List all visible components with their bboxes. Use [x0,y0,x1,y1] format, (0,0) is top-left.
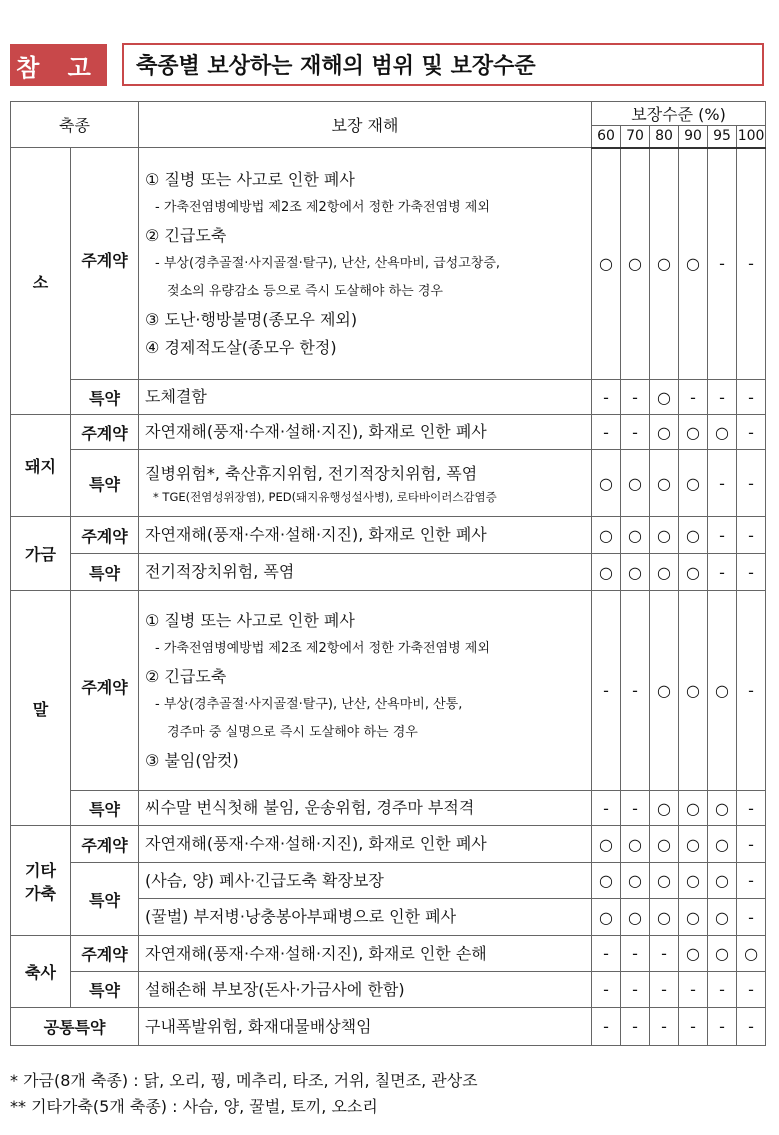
coverage-cell: 자연재해(풍재·수재·설해·지진), 화재로 인한 폐사 [139,517,592,554]
type-main: 주계약 [71,517,139,554]
level-mark: ○ [592,863,621,899]
coverage-line: 경주마 중 실명으로 즉시 도살해야 하는 경우 [167,724,418,740]
level-mark: - [679,972,708,1008]
coverage-cell: 자연재해(풍재·수재·설해·지진), 화재로 인한 폐사 [139,826,592,863]
type-main: 주계약 [71,936,139,972]
level-mark: - [737,415,766,450]
coverage-line: 질병위험*, 축산휴지위험, 전기적장치위험, 폭염 [145,464,478,483]
level-mark: ○ [708,899,737,936]
level-mark: ○ [621,826,650,863]
coverage-cell: 도체결함 [139,380,592,415]
level-mark: ○ [650,148,679,380]
level-mark: - [737,148,766,380]
level-mark: ○ [592,554,621,591]
level-mark: ○ [679,826,708,863]
level-mark: - [621,591,650,791]
level-100: 100 [737,126,766,148]
page-title: 축종별 보상하는 재해의 범위 및 보장수준 [122,43,764,86]
level-mark: - [737,972,766,1008]
coverage-cell [139,591,592,791]
level-mark: - [737,554,766,591]
table-row [11,972,766,1008]
level-mark: - [621,936,650,972]
table-row [11,450,766,517]
coverage-line: ③ 불임(암컷) [145,750,239,770]
level-mark: ○ [679,863,708,899]
coverage-note: * TGE(전염성위장염), PED(돼지유행성설사병), 로타바이러스감염증 [153,490,497,504]
type-main: 주계약 [71,415,139,450]
footnote-poultry: * 가금(8개 축종) : 닭, 오리, 꿩, 메추리, 타조, 거위, 칠면조, 관상조 [10,1071,478,1090]
coverage-cell: 씨수말 번식첫해 불임, 운송위험, 경주마 부적격 [139,791,592,826]
level-mark: ○ [592,899,621,936]
level-mark: ○ [592,826,621,863]
table-row [11,1008,766,1046]
level-mark: - [650,936,679,972]
common-special-label: 공통특약 [11,1008,139,1046]
level-mark: - [737,791,766,826]
type-main: 주계약 [71,591,139,791]
level-mark: - [592,1008,621,1046]
level-mark: ○ [708,415,737,450]
coverage-line: ① 질병 또는 사고로 인한 폐사 [145,610,355,630]
livestock-cow: 소 [11,148,71,415]
coverage-line: - 부상(경추골절·사지골절·탈구), 난산, 산욕마비, 산통, [155,696,463,712]
level-mark: - [621,791,650,826]
level-mark: ○ [621,899,650,936]
level-mark: ○ [679,591,708,791]
coverage-cell: 자연재해(풍재·수재·설해·지진), 화재로 인한 손해 [139,936,592,972]
coverage-cell [139,148,592,380]
level-mark: - [621,1008,650,1046]
level-mark: ○ [621,450,650,517]
coverage-cell: 자연재해(풍재·수재·설해·지진), 화재로 인한 폐사 [139,415,592,450]
livestock-barn: 축사 [11,936,71,1008]
level-mark: ○ [708,936,737,972]
coverage-line: ② 긴급도축 [145,666,227,686]
coverage-line: ④ 경제적도살(종모우 한정) [145,337,337,357]
coverage-line: 젖소의 유량감소 등으로 즉시 도살해야 하는 경우 [167,283,443,299]
level-mark: - [679,1008,708,1046]
level-mark: ○ [708,791,737,826]
table-row [11,554,766,591]
level-mark: - [737,450,766,517]
type-main: 주계약 [71,826,139,863]
level-mark: - [737,1008,766,1046]
coverage-table [10,101,766,1046]
table-row [11,148,766,380]
level-mark: ○ [650,450,679,517]
level-mark: - [592,591,621,791]
table-row [11,863,766,899]
level-mark: ○ [679,936,708,972]
coverage-line: - 가축전염병예방법 제2조 제2항에서 정한 가축전염병 제외 [155,640,490,656]
level-mark: - [737,899,766,936]
table-row [11,936,766,972]
type-special: 특약 [71,863,139,936]
level-mark: ○ [679,791,708,826]
header-coverage: 보장 재해 [139,102,592,148]
level-mark: ○ [621,863,650,899]
level-mark: ○ [650,554,679,591]
level-mark: ○ [679,450,708,517]
level-mark: ○ [650,415,679,450]
level-mark: ○ [679,415,708,450]
level-mark: ○ [679,517,708,554]
level-mark: - [708,972,737,1008]
level-mark: - [737,380,766,415]
level-mark: ○ [650,591,679,791]
livestock-horse: 말 [11,591,71,826]
type-special: 특약 [71,554,139,591]
level-mark: ○ [621,148,650,380]
coverage-line: - 가축전염병예방법 제2조 제2항에서 정한 가축전염병 제외 [155,199,490,215]
coverage-cell: 전기적장치위험, 폭염 [139,554,592,591]
level-mark: ○ [650,826,679,863]
coverage-cell [139,450,592,517]
coverage-cell: 설해손해 부보장(돈사·가금사에 한함) [139,972,592,1008]
table-row [11,517,766,554]
level-mark: ○ [621,554,650,591]
level-mark: - [650,1008,679,1046]
level-mark: - [621,415,650,450]
level-60: 60 [592,126,621,148]
level-mark: - [592,380,621,415]
livestock-poultry: 가금 [11,517,71,591]
type-special: 특약 [71,791,139,826]
type-special: 특약 [71,972,139,1008]
coverage-cell: 구내폭발위험, 화재대물배상책임 [139,1008,592,1046]
level-mark: ○ [650,380,679,415]
table-row [11,591,766,791]
coverage-cell: (꿀벌) 부저병·낭충봉아부패병으로 인한 폐사 [139,899,592,936]
level-mark: - [708,1008,737,1046]
table-row [11,826,766,863]
header-level: 보장수준 (%) [592,102,766,126]
table-row [11,415,766,450]
livestock-pig: 돼지 [11,415,71,517]
level-mark: - [708,517,737,554]
level-mark: ○ [737,936,766,972]
level-mark: ○ [679,554,708,591]
coverage-line: ① 질병 또는 사고로 인한 폐사 [145,169,355,189]
level-mark: ○ [708,863,737,899]
level-mark: ○ [708,591,737,791]
reference-tag: 참 고 [10,44,107,86]
type-special: 특약 [71,450,139,517]
level-mark: ○ [592,450,621,517]
level-mark: - [708,450,737,517]
level-mark: ○ [679,899,708,936]
livestock-other: 기타 가축 [11,826,71,936]
level-mark: ○ [592,148,621,380]
level-70: 70 [621,126,650,148]
level-mark: - [621,972,650,1008]
level-mark: - [592,791,621,826]
coverage-line: - 부상(경추골절·사지골절·탈구), 난산, 산욕마비, 급성고창증, [155,255,501,271]
level-mark: - [592,415,621,450]
level-mark: ○ [679,148,708,380]
type-main: 주계약 [71,148,139,380]
level-mark: - [592,936,621,972]
level-mark: - [737,826,766,863]
level-mark: - [592,972,621,1008]
level-90: 90 [679,126,708,148]
level-mark: - [708,554,737,591]
level-mark: ○ [708,826,737,863]
level-mark: ○ [621,517,650,554]
level-mark: ○ [650,863,679,899]
table-row [11,380,766,415]
level-mark: - [679,380,708,415]
level-95: 95 [708,126,737,148]
level-mark: ○ [650,517,679,554]
level-80: 80 [650,126,679,148]
coverage-cell: (사슴, 양) 폐사·긴급도축 확장보장 [139,863,592,899]
table-row [11,791,766,826]
coverage-line: ② 긴급도축 [145,225,227,245]
level-mark: - [737,863,766,899]
level-mark: - [708,380,737,415]
level-mark: ○ [650,899,679,936]
header-livestock: 축종 [11,102,139,148]
level-mark: ○ [592,517,621,554]
level-mark: - [737,517,766,554]
footnote-other-livestock: ** 기타가축(5개 축종) : 사슴, 양, 꿀벌, 토끼, 오소리 [10,1097,378,1116]
level-mark: - [621,380,650,415]
type-special: 특약 [71,380,139,415]
level-mark: ○ [650,791,679,826]
level-mark: - [737,591,766,791]
level-mark: - [708,148,737,380]
coverage-line: ③ 도난·행방불명(종모우 제외) [145,309,358,329]
level-mark: - [650,972,679,1008]
